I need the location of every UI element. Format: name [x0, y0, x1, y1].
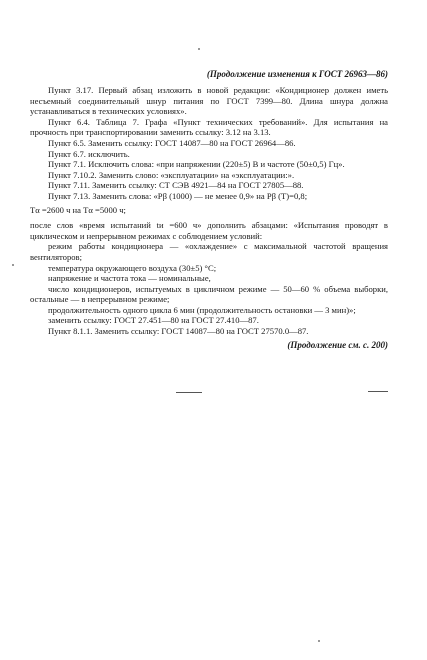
paragraph: Пункт 6.5. Заменить ссылку: ГОСТ 14087—80 на ГОСТ 26964—86.	[48, 137, 296, 148]
paragraph: температура окружающего воздуха (30±5) °С;	[48, 262, 217, 273]
scan-speck	[12, 264, 14, 266]
paragraph: после слов «время испытаний tи =600 ч» дополнить абзацами: «Испытания проводят в циклическом и непрерывном режимах с соблюдением условий:	[30, 220, 388, 241]
decorative-rule	[368, 391, 388, 392]
paragraph-block	[30, 220, 388, 337]
paragraph: Пункт 6.4. Таблица 7. Графа «Пункт технических требований». Для испытания на прочность при транспортировании заменить ссылку: 3.12 на 3.13.	[30, 116, 388, 138]
paragraph-block	[30, 85, 388, 202]
paragraph: Пункт 7.1. Исключить слова: «при напряжении (220±5) В и частоте (50±0,5) Гц».	[48, 159, 345, 170]
continuation-footer: (Продолжение см. с. 200)	[287, 339, 388, 350]
paragraph: Пункт 7.11. Заменить ссылку: СТ СЭВ 4921—84 на ГОСТ 27805—88.	[48, 180, 304, 191]
paragraph: Пункт 8.1.1. Заменить ссылку: ГОСТ 14087—80 на ГОСТ 27570.0—87.	[48, 326, 309, 337]
continuation-header: (Продолжение изменения к ГОСТ 26963—86)	[206, 69, 388, 79]
paragraph: режим работы кондиционера — «охлаждение» с максимальной частотой вращения вентиляторов;	[30, 241, 388, 262]
paragraph: заменить ссылку: ГОСТ 27.451—80 на ГОСТ 27.410—87.	[48, 315, 259, 326]
paragraph: Пункт 3.17. Первый абзац изложить в новой редакции: «Кондиционер должен иметь несъемный соединительный шнур питания по ГОСТ 7399—80. Длина шнура должна устанавливаться в технических условиях».	[30, 85, 388, 117]
paragraph: продолжительность одного цикла 6 мин (продолжительность остановки — 3 мин)»;	[48, 304, 356, 315]
paragraph: Пункт 6.7. исключить.	[48, 148, 130, 159]
formula-line: Tα =2600 ч на Tα =5000 ч;	[30, 204, 126, 215]
scan-speck	[318, 640, 320, 642]
paragraph: Пункт 7.13. Заменить слова: «Pβ (1000) — не менее 0,9» на Pβ (T)=0,8;	[48, 190, 308, 201]
paragraph: напряжение и частота тока — номинальные,	[48, 273, 211, 284]
paragraph: число кондиционеров, испытуемых в цикличном режиме — 50—60 % объема выборки, остальные — в непрерывном режиме;	[30, 283, 388, 305]
document-page	[30, 68, 388, 351]
scan-speck	[198, 48, 200, 50]
paragraph: Пункт 7.10.2. Заменить слово: «эксплуатации» на «эксплуатации:».	[48, 169, 295, 180]
decorative-rule	[176, 392, 202, 393]
